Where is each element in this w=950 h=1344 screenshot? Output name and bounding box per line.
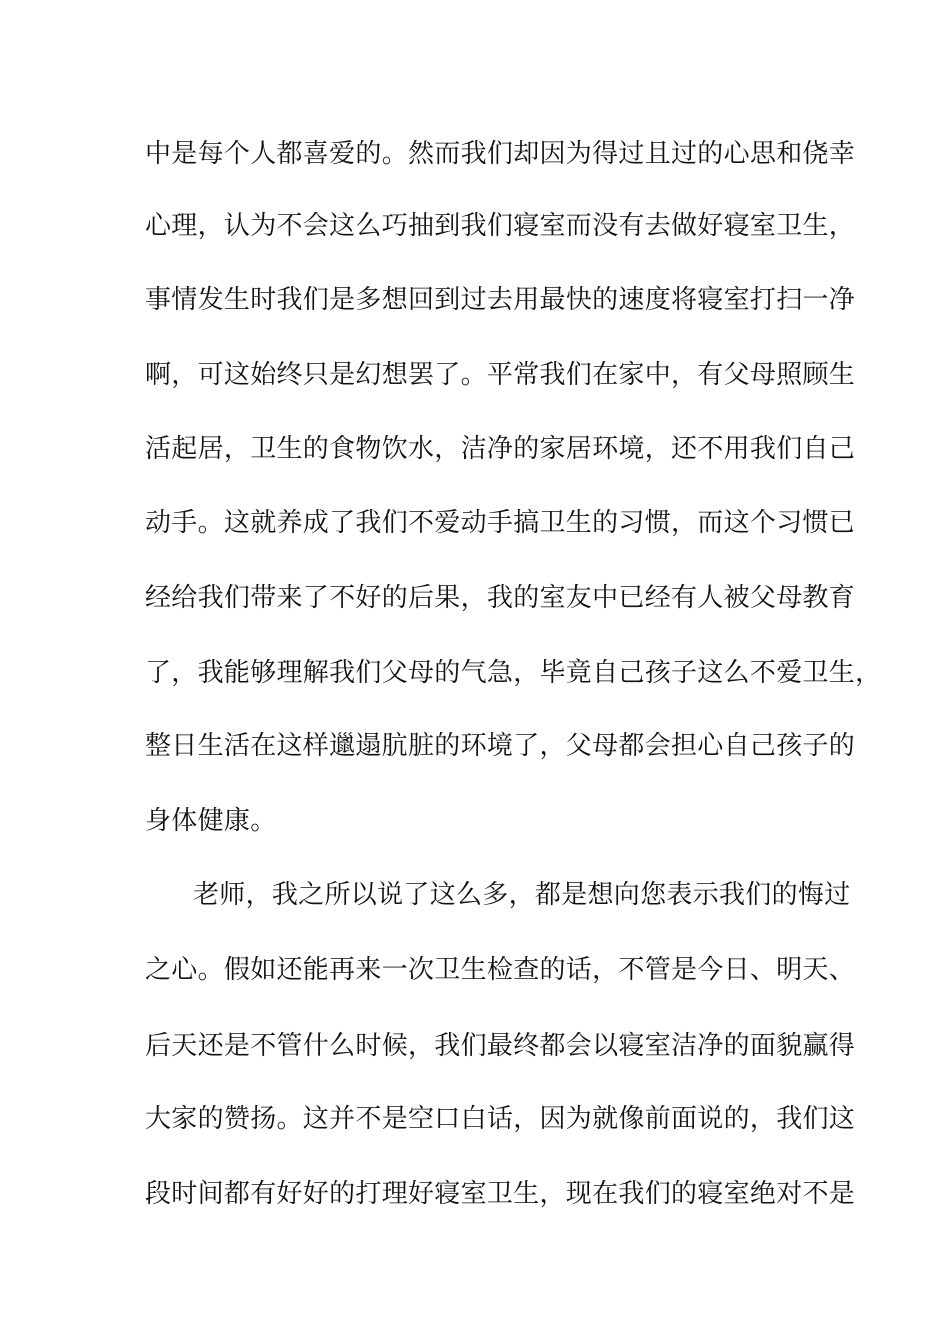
text-line: 经给我们带来了不好的后果，我的室友中已经有人被父母教育 xyxy=(145,583,856,613)
text-line: 后天还是不管什么时候，我们最终都会以寝室洁净的面貌赢得 xyxy=(145,1031,856,1061)
text-line: 事情发生时我们是多想回到过去用最快的速度将寝室打扫一净 xyxy=(145,285,856,315)
text-line: 身体健康。 xyxy=(145,806,277,836)
text-line: 活起居，卫生的食物饮水，洁净的家居环境，还不用我们自己 xyxy=(145,434,856,464)
text-line: 段时间都有好好的打理好寝室卫生，现在我们的寝室绝对不是 xyxy=(145,1179,856,1209)
text-line-indented: 老师，我之所以说了这么多，都是想向您表示我们的悔过 xyxy=(193,880,851,910)
text-line: 了，我能够理解我们父母的气急，毕竟自己孩子这么不爱卫生， xyxy=(145,658,882,688)
text-line: 动手。这就养成了我们不爱动手搞卫生的习惯，而这个习惯已 xyxy=(145,508,856,538)
text-line: 之心。假如还能再来一次卫生检查的话，不管是今日、明天、 xyxy=(145,955,856,985)
text-line: 整日生活在这样邋遢肮脏的环境了，父母都会担心自己孩子的 xyxy=(145,731,856,761)
text-line: 大家的赞扬。这并不是空口白话，因为就像前面说的，我们这 xyxy=(145,1104,856,1134)
text-line: 啊，可这始终只是幻想罢了。平常我们在家中，有父母照顾生 xyxy=(145,360,856,390)
text-line: 中是每个人都喜爱的。然而我们却因为得过且过的心思和侥幸 xyxy=(145,139,856,169)
text-line: 心理，认为不会这么巧抽到我们寝室而没有去做好寝室卫生， xyxy=(145,211,856,241)
